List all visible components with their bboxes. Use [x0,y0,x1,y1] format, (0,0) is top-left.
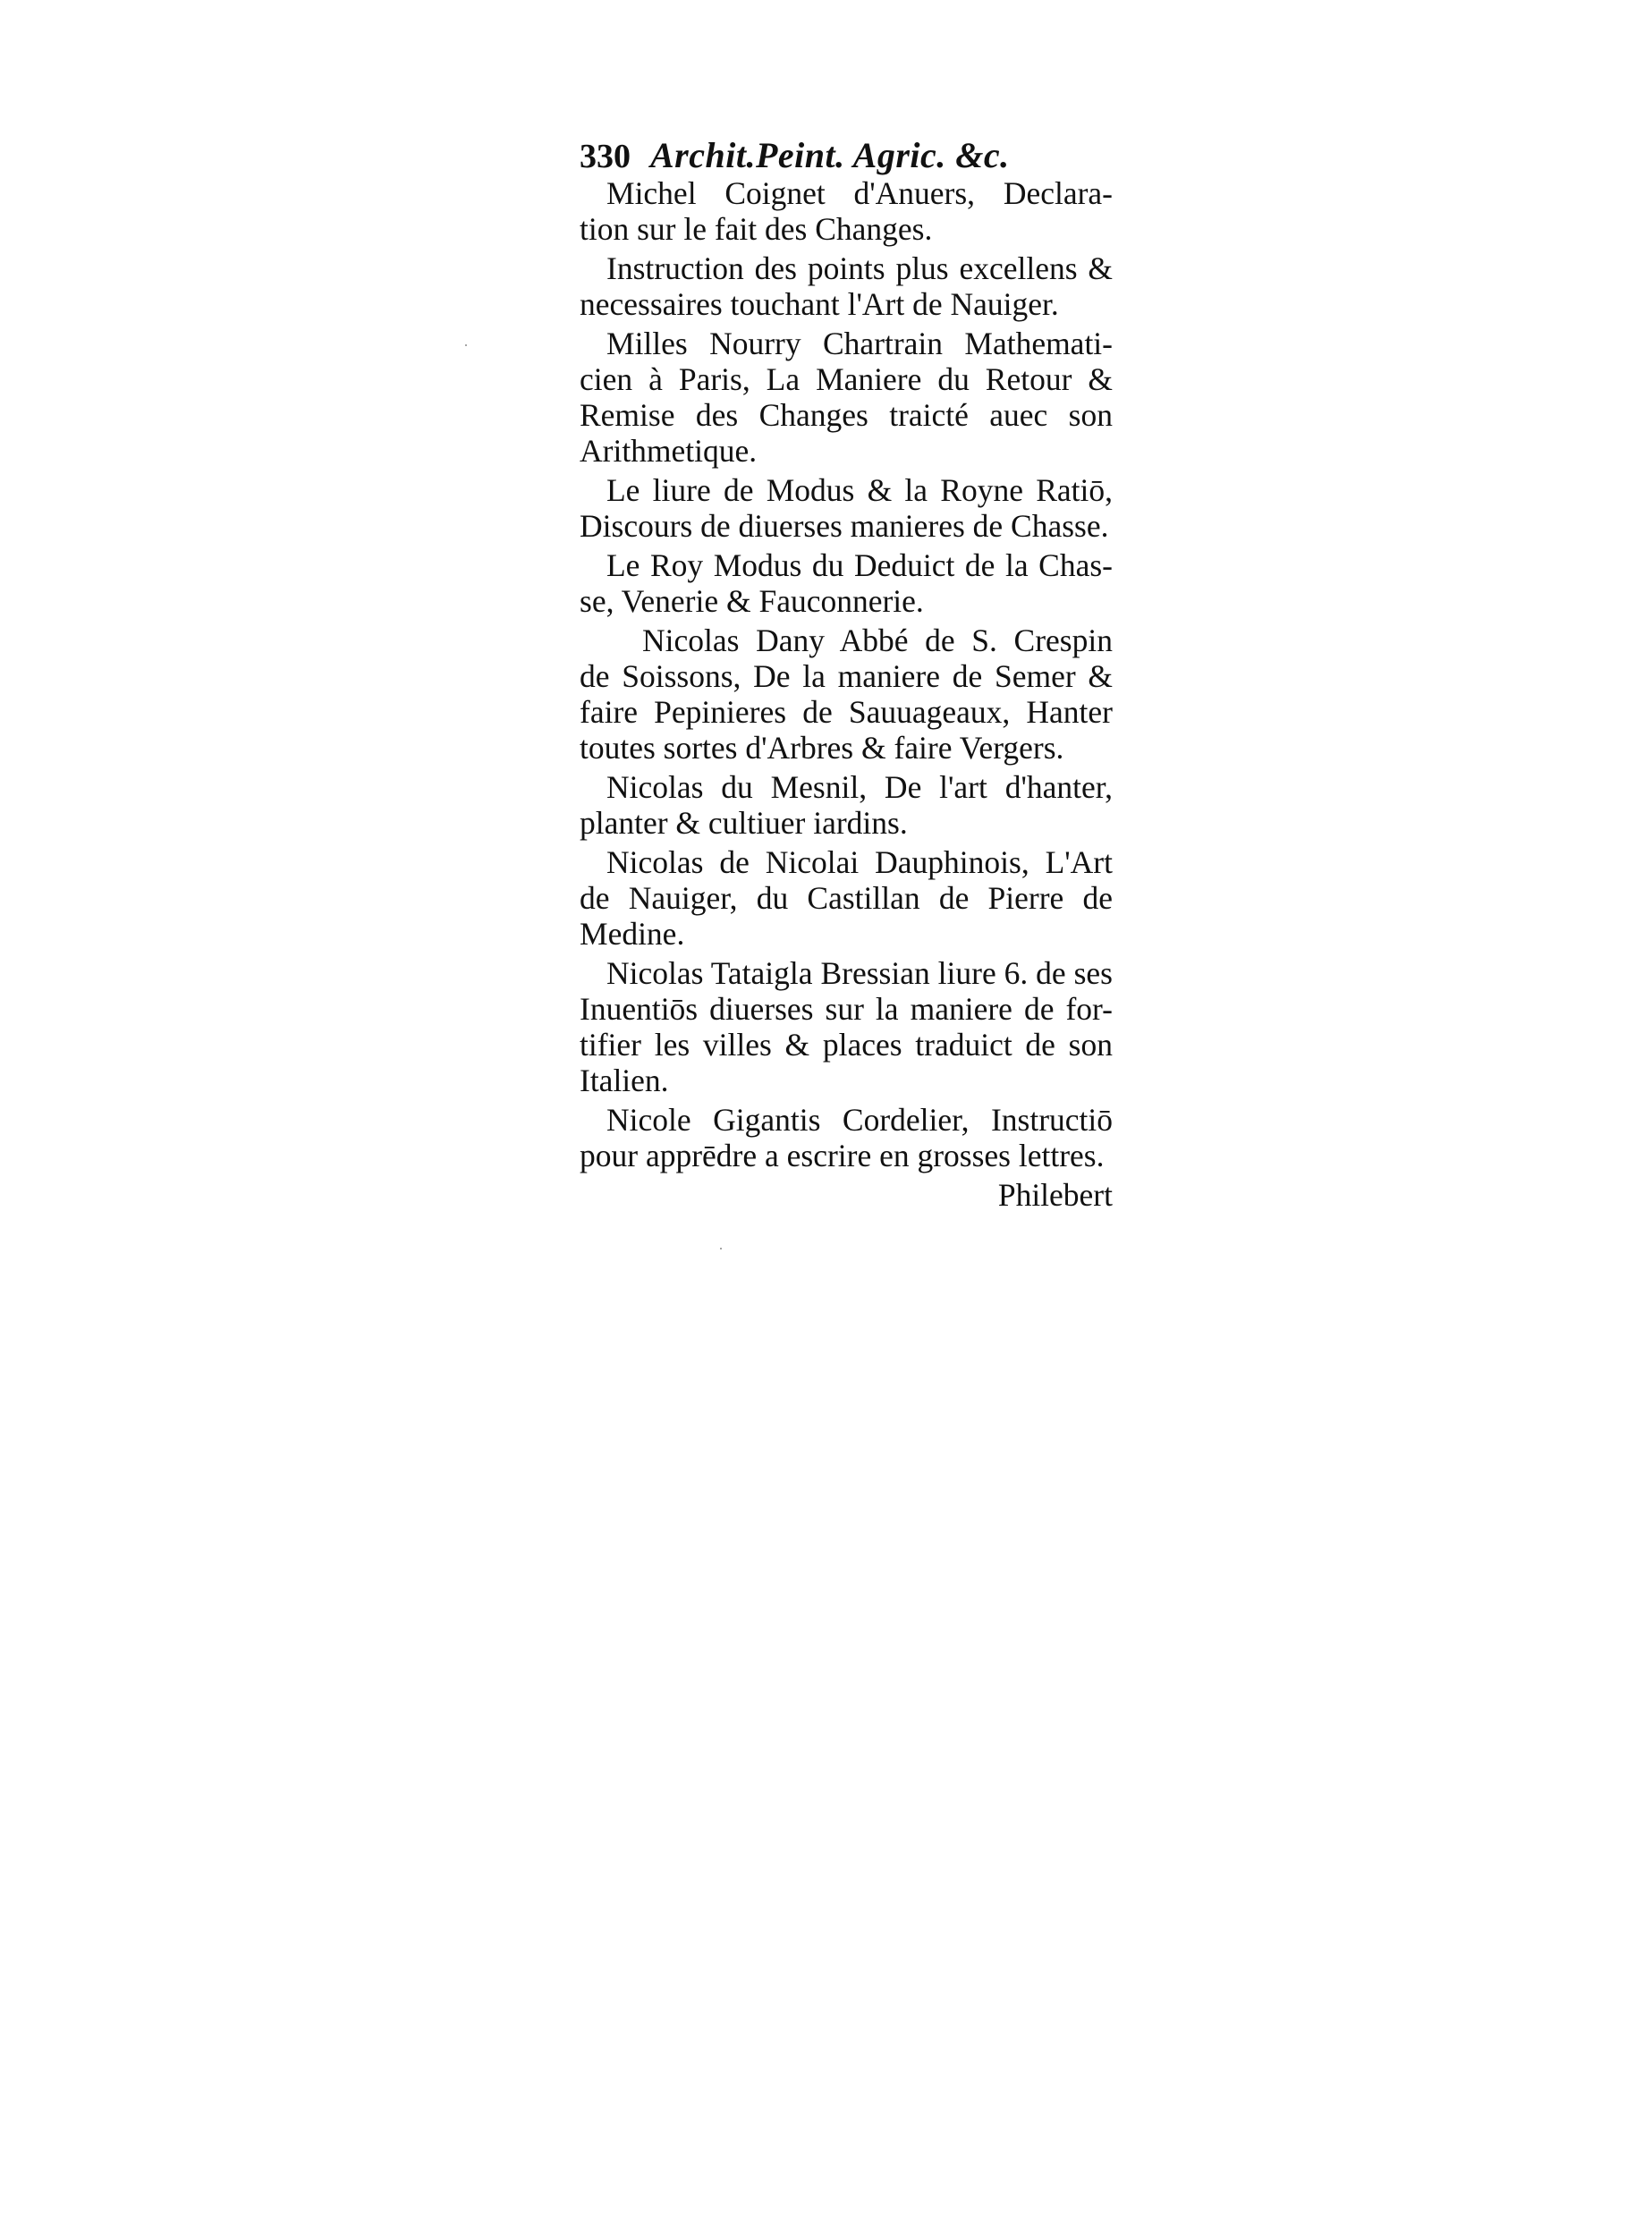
bibliography-entry [580,623,1113,766]
entry-line: Arithmetique. [580,433,758,469]
entry-line: pour apprēdre a escrire en grosses lettres. [580,1138,1105,1173]
running-head-title: Archit.Peint. Agric. &c. [650,135,1010,175]
bibliography-entry [580,175,1113,247]
bibliography-entry [580,547,1113,619]
entry-line: Nicolas Dany Abbé de S. Crespin [642,623,1113,658]
entry-line: Inuentiōs diuerses sur la maniere de for- [580,991,1113,1027]
bibliography-entry [580,1102,1113,1173]
paper-speck [720,1248,722,1249]
entry-line: cien à Paris, La Maniere du Retour & [580,361,1113,397]
entry-line: Italien. [580,1063,669,1098]
bibliography-entry [580,250,1113,322]
catchword: Philebert [997,1177,1113,1213]
text-block [580,134,1113,1213]
entry-line: se, Venerie & Fauconnerie. [580,583,924,619]
bibliography-entry [580,326,1113,469]
entry-line: Nicolas du Mesnil, De l'art d'hanter, [606,769,1113,805]
entry-line: Remise des Changes traicté auec son [580,397,1113,433]
entry-line: faire Pepinieres de Sauuageaux, Hanter [580,694,1113,730]
entry-line: Medine. [580,916,685,952]
entry-line: Michel Coignet d'Anuers, Declara- [606,175,1113,211]
paper-speck [465,344,467,346]
entry-line: Discours de diuerses manieres de Chasse. [580,508,1109,544]
entry-line: Instruction des points plus excellens & [606,250,1113,286]
entry-line: Le Roy Modus du Deduict de la Chas- [606,547,1113,583]
bibliography-entry [580,955,1113,1098]
page-number: 330 [580,138,631,175]
bibliography-entry [580,472,1113,544]
entry-line: Milles Nourry Chartrain Mathemati- [606,326,1113,361]
bibliography-entry [580,769,1113,841]
entry-line: toutes sortes d'Arbres & faire Vergers. [580,730,1064,766]
entry-line: Nicolas de Nicolai Dauphinois, L'Art [606,844,1113,880]
entry-line: tifier les villes & places traduict de son [580,1027,1113,1063]
entry-line: tion sur le fait des Changes. [580,211,933,247]
entry-line: Nicole Gigantis Cordelier, Instructiō [606,1102,1113,1138]
entry-line: planter & cultiuer iardins. [580,805,908,841]
entry-line: necessaires touchant l'Art de Nauiger. [580,286,1059,322]
entry-line: de Nauiger, du Castillan de Pierre de [580,880,1113,916]
bibliography-entry [580,844,1113,952]
entry-list [580,175,1113,1173]
running-head [580,134,1113,174]
entry-line: de Soissons, De la maniere de Semer & [580,658,1113,694]
entry-line: Le liure de Modus & la Royne Ratiō, [606,472,1113,508]
entry-line: Nicolas Tataigla Bressian liure 6. de ses [606,955,1113,991]
